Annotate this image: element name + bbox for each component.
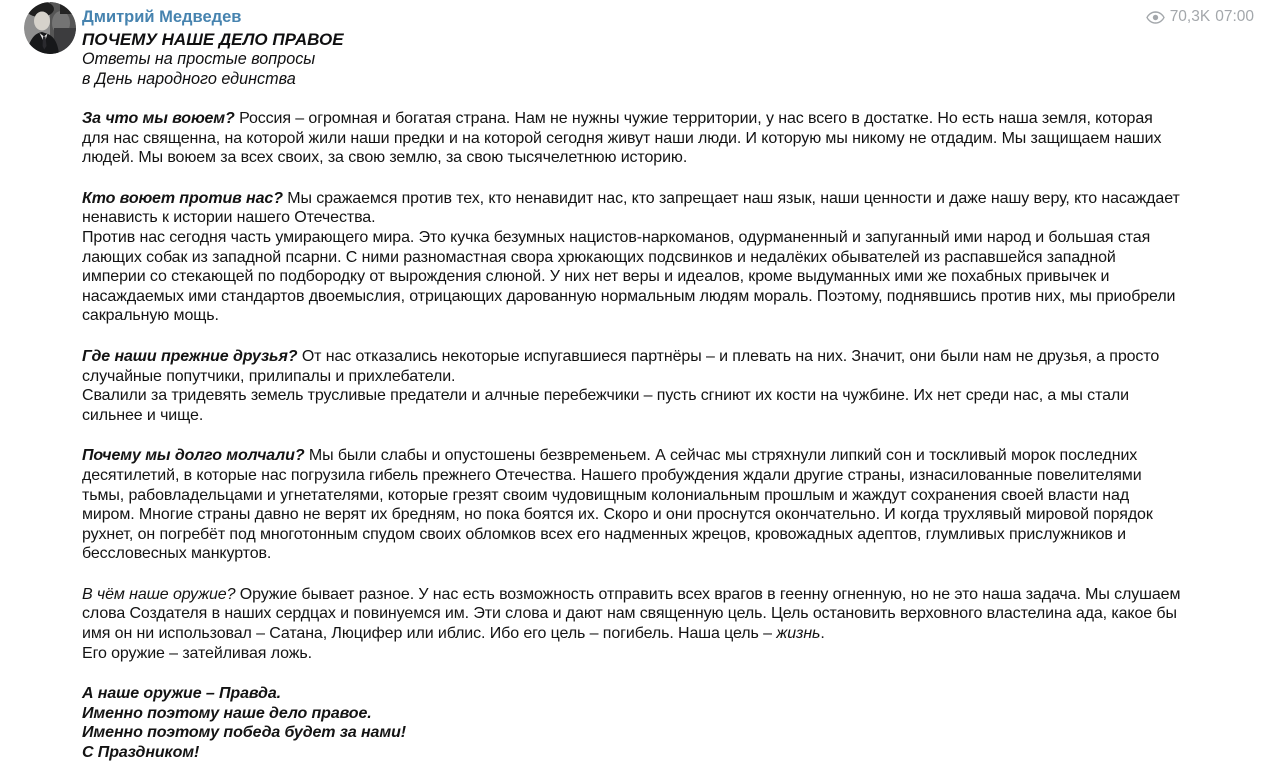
question-lead: Кто воюет против нас? (82, 189, 283, 207)
paragraph-text: Против нас сегодня часть умирающего мира. Это кучка безумных нацистов-наркоманов, одурманенный и запуганный ими народ и большая стая лающих собак из западной псарни. С ними разномастная свора хрюкающих подсвинков и недалёких обывателей из распавшейся западной империи со стекающей по подбородку от вырождения слюной. У них нет веры и идеалов, кроме выдуманных ими же похабных привычек и насаждаемых ими стандартов двоемыслия, отрицающих дарованную нормальным людям мораль. Поэтому, поднявшись против них, мы приобрели сакральную мощь. (82, 228, 1176, 325)
post-meta (1146, 8, 1254, 26)
post-body (82, 109, 1182, 763)
post-title: ПОЧЕМУ НАШЕ ДЕЛО ПРАВОЕ (82, 30, 344, 49)
paragraph-why-we-fight (82, 109, 1182, 168)
views-count: 70,3K (1169, 8, 1211, 25)
avatar-photo-icon (24, 2, 76, 54)
eye-icon (1146, 11, 1165, 24)
question-lead: В чём наше оружие? (82, 585, 236, 603)
paragraph-our-weapon (82, 585, 1182, 663)
closing-line: А наше оружие – Правда. (82, 685, 281, 703)
question-lead: За что мы воюем? (82, 110, 235, 127)
question-lead: Где наши прежние друзья? (82, 347, 298, 365)
post-time: 07:00 (1215, 8, 1254, 25)
paragraph-text: Свалили за тридевять земель трусливые предатели и алчные перебежчики – пусть сгниют их кости на чужбине. Их нет среди нас, а мы стали сильнее и чище. (82, 387, 1129, 424)
closing-line: Именно поэтому наше дело правое. (82, 704, 372, 722)
closing-line: Именно поэтому победа будет за нами! (82, 724, 406, 742)
author-name[interactable]: Дмитрий Медведев (82, 8, 242, 26)
paragraph-text: Мы были слабы и опустошены безвременьем. А сейчас мы стряхнули липкий сон и тоскливый морок последних десятилетий, в которые нас погрузила гибель прежнего Отечества. Нашего пробуждения ждали другие страны, изнасилованные повелителями тьмы, рабовладельцами и угнетателями, которые грезят своим чудовищным колониальным прошлым и жаждут сохранения своей власти над миром. Многие страны давно не верят их бредням, но пока боятся их. Скоро и они проснутся окончательно. И когда трухлявый мировой порядок рухнет, он погребёт под многотонным спудом своих обломков всех его надменных жрецов, кровожадных адептов, глумливых прислужников и бессловесных манкуртов. (82, 447, 1153, 563)
paragraph-former-friends (82, 347, 1182, 425)
paragraph-text: Россия – огромная и богатая страна. Нам не нужны чужие территории, у нас всего в достатке. Но есть наша земля, которая для нас священна, на которой жили наши предки и на которой сегодня живут наши люди. И которую мы никому не отдадим. Мы защищаем наших людей. Мы воюем за всех своих, за свою землю, за свою тысячелетнюю историю. (82, 110, 1162, 167)
paragraph-text: Мы сражаемся против тех, кто ненавидит нас, кто запрещает наш язык, наши ценности и даже нашу веру, кто насаждает ненависть к истории нашего Отечества. (82, 189, 1180, 227)
paragraph-text: От нас отказались некоторые испугавшиеся партнёры – и плевать на них. Значит, они были нам не друзья, а просто случайные попутчики, прилипалы и прихлебатели. (82, 347, 1160, 385)
post-subtitle-line1: Ответы на простые вопросы (82, 50, 316, 68)
avatar[interactable] (24, 2, 76, 54)
paragraph-why-silent (82, 446, 1182, 564)
closing-line: С Праздником! (82, 744, 200, 762)
emphasized-word: жизнь (776, 625, 821, 643)
paragraph-text: Его оружие – затейливая ложь. (82, 644, 312, 662)
paragraph-who-fights-us (82, 189, 1182, 326)
question-lead: Почему мы долго молчали? (82, 447, 305, 465)
post-header (82, 0, 1182, 89)
paragraph-text: Оружие бывает разное. У нас есть возможность отправить всех врагов в геенну огненную, но не это наша задача. Мы слушаем слова Создателя в наших сердцах и повинуемся им. Эти слова и дают нам священную цель. Цель остановить верховного властелина ада, какое бы имя он ни использовал – Сатана, Люцифер или иблис. Ибо его цель – погибель. Наша цель – (82, 585, 1181, 643)
paragraph-text: . (820, 625, 825, 643)
post-subtitle-line2: в День народного единства (82, 69, 296, 88)
